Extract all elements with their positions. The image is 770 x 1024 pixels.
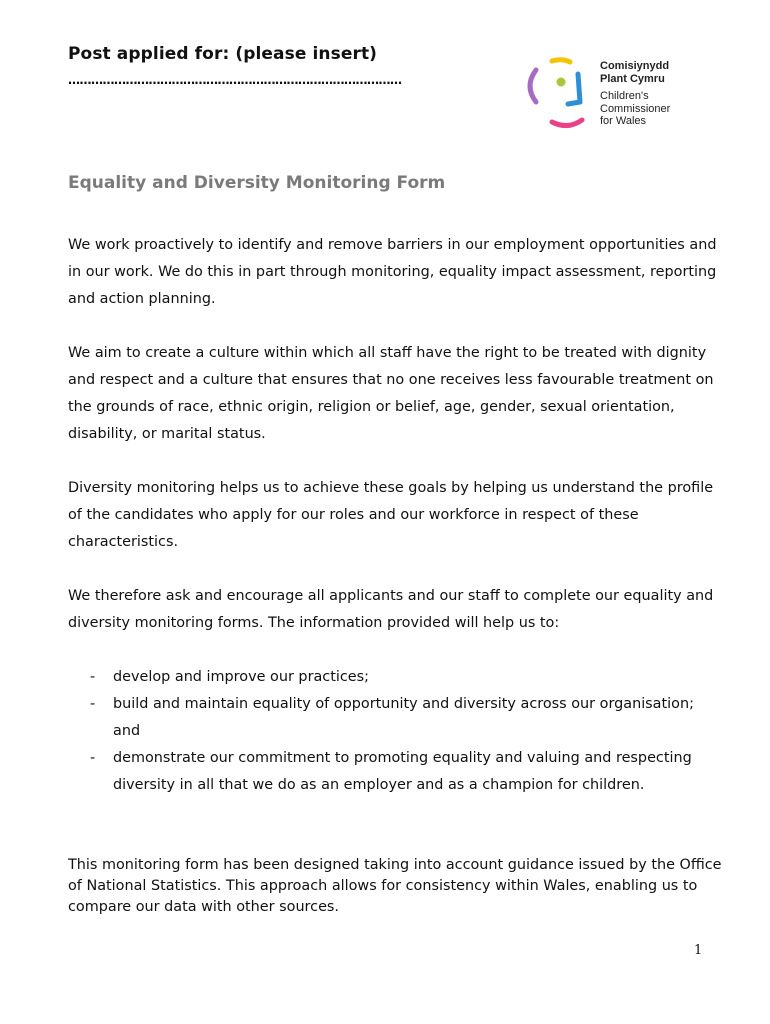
logo-text	[600, 60, 670, 128]
logo-pink-arc	[552, 120, 582, 126]
list-item-text: build and maintain equality of opportunity and diversity across our organisation; and	[113, 696, 694, 739]
list-item-text: develop and improve our practices;	[113, 669, 369, 685]
page-number: 1	[694, 943, 703, 958]
request-paragraph: We therefore ask and encourage all applicants and our staff to complete our equality and diversity monitoring forms. The information provided will help us to:	[68, 588, 714, 631]
bullet-dash: -	[90, 669, 96, 685]
logo-blue-stroke	[568, 74, 580, 104]
logo-english-line1: Children's	[600, 90, 649, 102]
logo-purple-arc	[530, 70, 536, 102]
list-item	[90, 691, 710, 745]
post-applied-dotted-line: ……………………………………………………………………………	[68, 73, 402, 87]
post-applied-heading: Post applied for: (please insert)	[68, 44, 378, 64]
commissioner-logo	[522, 56, 712, 136]
intro-paragraph: We work proactively to identify and remove barriers in our employment opportunities and in our work. We do this in part through monitoring, equality impact assessment, reporting and action planning.	[68, 237, 717, 307]
logo-lime-dot	[557, 78, 566, 87]
list-item	[90, 745, 710, 799]
monitoring-paragraph: Diversity monitoring helps us to achieve these goals by helping us understand the profile of the candidates who apply for our roles and our workforce in respect of these characteristics.	[68, 480, 714, 550]
ons-guidance-paragraph: This monitoring form has been designed taking into account guidance issued by the Office of National Statistics. This approach allows for consistency within Wales, enabling us to compare our data with other sources.	[68, 857, 722, 915]
bullet-dash: -	[90, 750, 96, 766]
logo-mark-icon	[522, 56, 598, 134]
list-item-text: demonstrate our commitment to promoting equality and valuing and respecting diversity in all that we do as an employer and as a champion for children.	[113, 750, 692, 793]
logo-welsh-line1: Comisiynydd	[600, 60, 670, 72]
logo-welsh-line2: Plant Cymru	[600, 72, 665, 85]
purpose-list	[90, 664, 710, 799]
bullet-dash: -	[90, 696, 96, 712]
list-item	[90, 664, 710, 691]
logo-english-line3: for Wales	[600, 115, 647, 127]
logo-english-line2: Commissioner	[600, 102, 671, 115]
culture-paragraph: We aim to create a culture within which all staff have the right to be treated with dignity and respect and a culture that ensures that no one receives less favourable treatment on the grounds of race, ethnic origin, religion or belief, age, gender, sexual orientation, disability, or marital status.	[68, 345, 714, 442]
form-title: Equality and Diversity Monitoring Form	[68, 173, 446, 193]
logo-yellow-arc	[552, 60, 570, 62]
